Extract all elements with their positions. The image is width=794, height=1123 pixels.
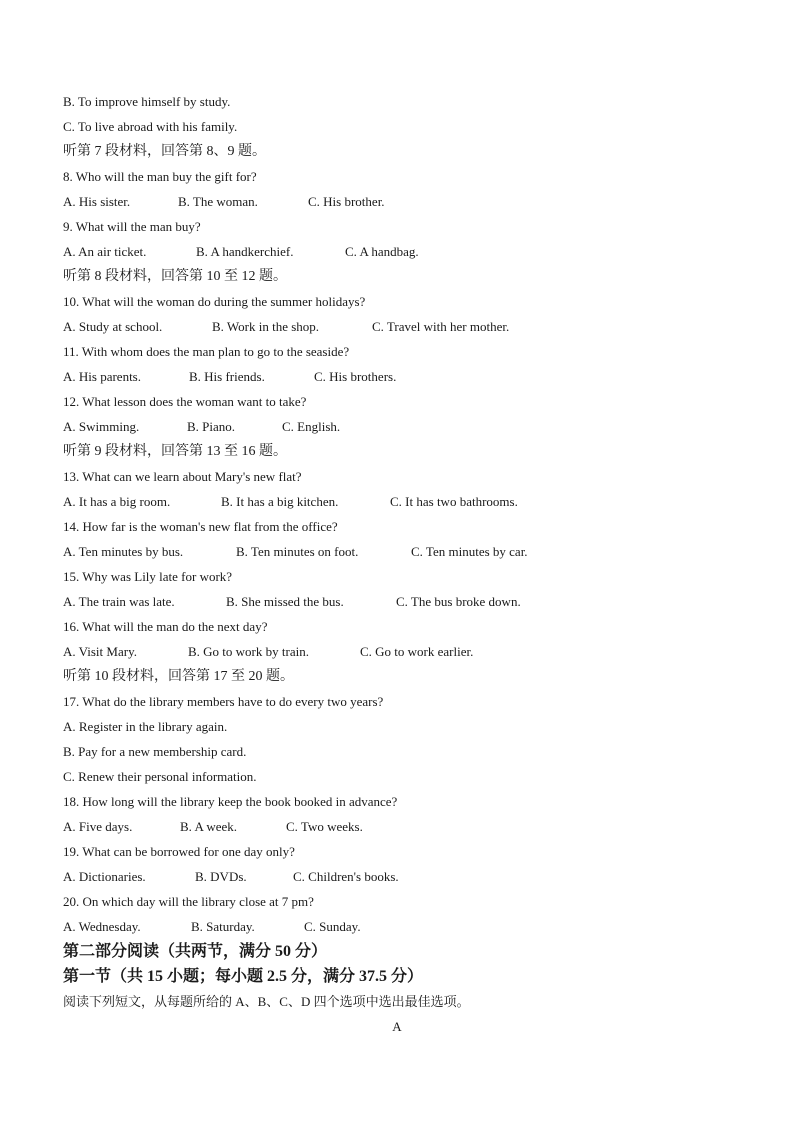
question-15: 15. Why was Lily late for work?	[63, 569, 233, 584]
question-9: 9. What will the man buy?	[63, 219, 201, 234]
q19-option-b: B. DVDs.	[195, 869, 247, 884]
q18-option-a: A. Five days.	[63, 819, 133, 834]
q10-option-c: C. Travel with her mother.	[372, 319, 510, 334]
question-10: 10. What will the woman do during the summer holidays?	[63, 294, 366, 309]
exam-page	[63, 89, 743, 1039]
question-20: 20. On which day will the library close at 7 pm?	[63, 894, 314, 909]
q16-option-c: C. Go to work earlier.	[360, 644, 474, 659]
q14-option-b: B. Ten minutes on foot.	[236, 544, 359, 559]
q19-option-c: C. Children's books.	[293, 869, 399, 884]
q17-option-a: A. Register in the library again.	[63, 719, 228, 734]
q8-option-a: A. His sister.	[63, 194, 131, 209]
question-8: 8. Who will the man buy the gift for?	[63, 169, 257, 184]
question-12: 12. What lesson does the woman want to take?	[63, 394, 307, 409]
q12-option-b: B. Piano.	[187, 419, 236, 434]
q19-option-a: A. Dictionaries.	[63, 869, 146, 884]
q9-option-a: A. An air ticket.	[63, 244, 147, 259]
question-10-options	[63, 314, 743, 339]
q16-option-a: A. Visit Mary.	[63, 644, 137, 659]
q12-option-a: A. Swimming.	[63, 419, 140, 434]
question-16: 16. What will the man do the next day?	[63, 619, 268, 634]
q14-option-c: C. Ten minutes by car.	[411, 544, 528, 559]
question-13: 13. What can we learn about Mary's new flat?	[63, 469, 302, 484]
q8-option-b: B. The woman.	[178, 194, 258, 209]
q11-option-b: B. His friends.	[189, 369, 265, 384]
question-18-options	[63, 814, 743, 839]
reading-instruction: 阅读下列短文，从每题所给的 A、B、C、D 四个选项中选出最佳选项。	[63, 994, 470, 1009]
question-11-options	[63, 364, 743, 389]
q11-option-c: C. His brothers.	[314, 369, 397, 384]
q20-option-b: B. Saturday.	[191, 919, 255, 934]
question-8-options	[63, 189, 743, 214]
q7-option-c: C. To live abroad with his family.	[63, 119, 238, 134]
q11-option-a: A. His parents.	[63, 369, 141, 384]
q17-option-c: C. Renew their personal information.	[63, 769, 257, 784]
q10-option-b: B. Work in the shop.	[212, 319, 320, 334]
question-13-options	[63, 489, 743, 514]
section-7-heading: 听第 7 段材料，回答第 8、9 题。	[63, 144, 266, 159]
question-14: 14. How far is the woman's new flat from the office?	[63, 519, 338, 534]
q20-option-a: A. Wednesday.	[63, 919, 141, 934]
section-10-heading: 听第 10 段材料，回答第 17 至 20 题。	[63, 669, 294, 684]
question-20-options	[63, 914, 743, 939]
question-12-options	[63, 414, 743, 439]
question-14-options	[63, 539, 743, 564]
q10-option-a: A. Study at school.	[63, 319, 163, 334]
q15-option-b: B. She missed the bus.	[226, 594, 344, 609]
q9-option-b: B. A handkerchief.	[196, 244, 294, 259]
q20-option-c: C. Sunday.	[304, 919, 361, 934]
q16-option-b: B. Go to work by train.	[188, 644, 309, 659]
question-19: 19. What can be borrowed for one day only?	[63, 844, 295, 859]
question-19-options	[63, 864, 743, 889]
q13-option-a: A. It has a big room.	[63, 494, 171, 509]
passage-label: A	[392, 1019, 402, 1034]
section-8-heading: 听第 8 段材料，回答第 10 至 12 题。	[63, 269, 287, 284]
reading-section-title: 第一节（共 15 小题；每小题 2.5 分，满分 37.5 分）	[63, 968, 424, 985]
q8-option-c: C. His brother.	[308, 194, 385, 209]
q17-option-b: B. Pay for a new membership card.	[63, 744, 247, 759]
section-9-heading: 听第 9 段材料，回答第 13 至 16 题。	[63, 444, 287, 459]
q13-option-c: C. It has two bathrooms.	[390, 494, 518, 509]
q18-option-c: C. Two weeks.	[286, 819, 363, 834]
reading-part-title: 第二部分阅读（共两节，满分 50 分）	[63, 943, 328, 960]
q9-option-c: C. A handbag.	[345, 244, 419, 259]
question-11: 11. With whom does the man plan to go to the seaside?	[63, 344, 350, 359]
question-15-options	[63, 589, 743, 614]
q15-option-a: A. The train was late.	[63, 594, 175, 609]
q12-option-c: C. English.	[282, 419, 341, 434]
q13-option-b: B. It has a big kitchen.	[221, 494, 339, 509]
q7-option-b: B. To improve himself by study.	[63, 94, 231, 109]
q15-option-c: C. The bus broke down.	[396, 594, 521, 609]
question-16-options	[63, 639, 743, 664]
question-9-options	[63, 239, 743, 264]
question-17: 17. What do the library members have to do every two years?	[63, 694, 384, 709]
q14-option-a: A. Ten minutes by bus.	[63, 544, 184, 559]
q18-option-b: B. A week.	[180, 819, 238, 834]
question-18: 18. How long will the library keep the book booked in advance?	[63, 794, 398, 809]
